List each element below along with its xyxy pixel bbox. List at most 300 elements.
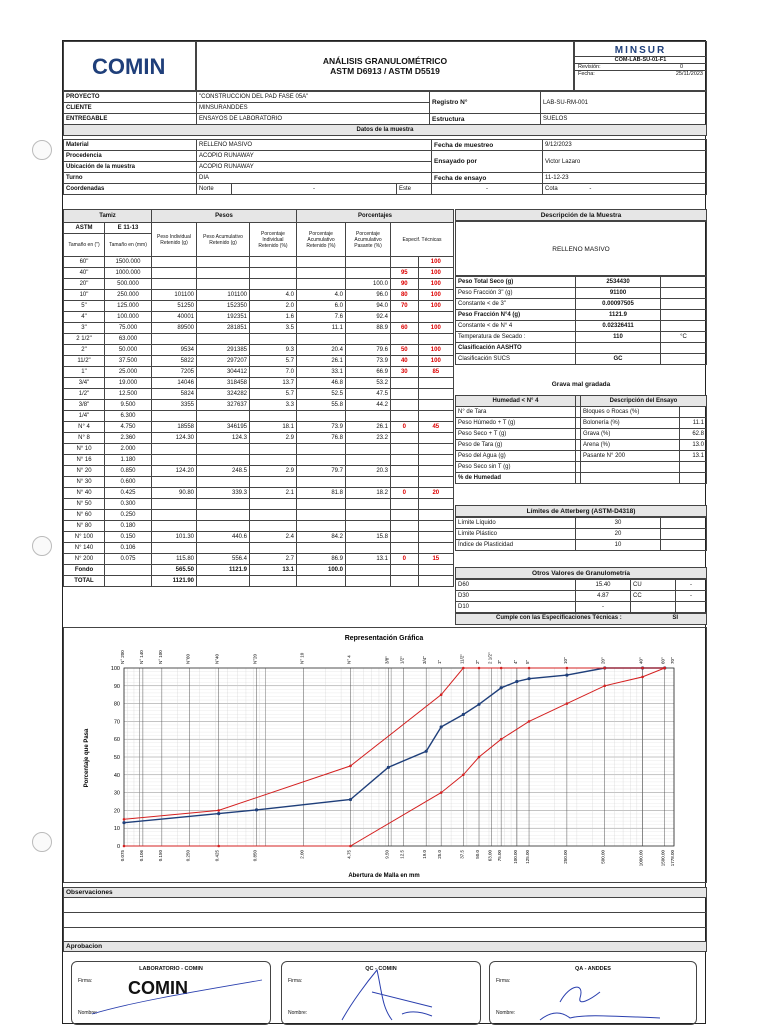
porc-individual — [250, 510, 297, 521]
tamiz-size: N° 20 — [64, 466, 105, 477]
tamiz-size: 11/2" — [64, 356, 105, 367]
y-tick-label: 70 — [113, 719, 120, 726]
ensayo-label: Bloques o Rocas (%) — [581, 407, 680, 418]
otros-value: 15.40 — [576, 580, 631, 591]
peso-acumulado — [197, 499, 250, 510]
table-row — [456, 451, 707, 462]
proyecto-value: "CONSTRUCCION DEL PAD FASE 05A" — [197, 92, 430, 103]
qa-signature-box — [489, 961, 697, 1025]
doc-title: ANÁLISIS GRANULOMÉTRICO — [322, 56, 448, 66]
observaciones-label: Observaciones — [64, 888, 706, 898]
porc-acumulado: 100.0 — [297, 565, 346, 576]
spec-min: 30 — [391, 367, 419, 378]
porc-pasante — [346, 576, 391, 587]
humedad-label: Peso del Agua (g) — [456, 451, 576, 462]
peso-individual — [152, 411, 197, 422]
table-row — [64, 576, 454, 587]
table-row — [456, 540, 707, 551]
tamiz-size: N° 60 — [64, 510, 105, 521]
porc-individual: 1.6 — [250, 312, 297, 323]
desc-unit — [661, 299, 707, 310]
y-tick-label: 100 — [110, 666, 120, 672]
humedad-label: Peso Húmedo + T (g) — [456, 418, 576, 429]
spec-min — [391, 521, 419, 532]
tamiz-mm: 0.300 — [105, 499, 152, 510]
porc-individual: 13.7 — [250, 378, 297, 389]
spec-min: 70 — [391, 301, 419, 312]
peso-acumulado: 440.6 — [197, 532, 250, 543]
desc-label: Constante < de N° 4 — [456, 321, 576, 332]
porc-individual: 2.4 — [250, 532, 297, 543]
porc-pasante — [346, 444, 391, 455]
peso-individual: 5824 — [152, 389, 197, 400]
table-row — [64, 356, 454, 367]
proyecto-label: PROYECTO — [64, 92, 197, 103]
bottom-tick-label: 4.75 — [346, 850, 352, 859]
binder-hole — [32, 536, 52, 556]
table-row — [456, 473, 707, 484]
pesos-header: Pesos — [152, 210, 297, 223]
spec-max — [418, 543, 453, 554]
spec-max: 20 — [418, 488, 453, 499]
spec-max: 100 — [418, 268, 453, 279]
tamiz-size: 20" — [64, 279, 105, 290]
tamiz-mm: 1.180 — [105, 455, 152, 466]
tamiz-mm: 19.000 — [105, 378, 152, 389]
tamiz-mm — [105, 576, 152, 587]
data-point — [603, 685, 606, 688]
peso-individual — [152, 257, 197, 268]
tamiz-size: 10" — [64, 290, 105, 301]
table-row — [64, 565, 454, 576]
ensayo-empty — [581, 462, 680, 473]
porc-individual — [250, 411, 297, 422]
data-point — [500, 667, 503, 670]
peso-individual: 101.30 — [152, 532, 197, 543]
table-row — [64, 510, 454, 521]
ensayo-label: Bolonería (%) — [581, 418, 680, 429]
table-row — [64, 532, 454, 543]
estructura-value: SUELOS — [541, 114, 707, 125]
top-tick-label: 3/8" — [384, 656, 390, 664]
desc-unit — [661, 343, 707, 354]
table-row — [64, 301, 454, 312]
data-point — [217, 809, 220, 812]
table-row — [64, 334, 454, 345]
bottom-tick-label: 0.075 — [120, 850, 125, 862]
porc-acumulado: 52.5 — [297, 389, 346, 400]
otros-key2: CC — [631, 591, 676, 602]
peso-acumulado — [197, 510, 250, 521]
cumple-row — [455, 613, 707, 625]
peso-individual — [152, 279, 197, 290]
porc-pasante: 73.9 — [346, 356, 391, 367]
tamiz-size: TOTAL — [64, 576, 105, 587]
peso-acumulado — [197, 268, 250, 279]
table-row — [64, 367, 454, 378]
fecha-muestreo-value: 9/12/2023 — [543, 140, 707, 151]
norte-label: Norte — [197, 184, 232, 195]
data-point — [565, 674, 568, 677]
list-item — [456, 321, 707, 332]
desc-value: 1121.9 — [576, 310, 661, 321]
porc-acumulado — [297, 510, 346, 521]
spec-min — [391, 378, 419, 389]
tamano-pulg-header: Tamaño en (") — [64, 234, 105, 257]
otros-value2 — [676, 602, 707, 613]
porc-individual: 7.0 — [250, 367, 297, 378]
porc-individual: 2.9 — [250, 466, 297, 477]
top-tick-label: 3" — [497, 659, 503, 664]
table-row — [64, 554, 454, 565]
top-tick-label: 4" — [512, 659, 518, 664]
tamiz-size: 40" — [64, 268, 105, 279]
cumple-label: Cumple con las Especificaciones Técnicas : — [496, 615, 622, 621]
peso-acumulado — [197, 411, 250, 422]
porc-acumulado — [297, 257, 346, 268]
data-point — [123, 818, 126, 821]
table-row — [64, 543, 454, 554]
tamiz-mm: 0.150 — [105, 532, 152, 543]
porc-acumulado — [297, 576, 346, 587]
tamiz-size: 3/4" — [64, 378, 105, 389]
spec-max — [418, 466, 453, 477]
list-item — [456, 354, 707, 365]
porc-acumulado — [297, 411, 346, 422]
meta-cell — [574, 41, 707, 91]
table-row — [64, 488, 454, 499]
descripcion-ensayo-title: Descripción del Ensayo — [581, 396, 707, 407]
table-row — [64, 268, 454, 279]
spec-min — [391, 444, 419, 455]
porc-individual — [250, 455, 297, 466]
desc-label: Clasificación SUCS — [456, 354, 576, 365]
data-point — [663, 667, 666, 670]
tamiz-size: N° 16 — [64, 455, 105, 466]
series-line-0 — [124, 668, 665, 823]
ensayo-label: Grava (%) — [581, 429, 680, 440]
peso-acumulado: 556.4 — [197, 554, 250, 565]
porc-acumulado: 20.4 — [297, 345, 346, 356]
spec-max — [418, 510, 453, 521]
tamiz-mm: 75.000 — [105, 323, 152, 334]
tamiz-mm: 2.360 — [105, 433, 152, 444]
peso-individual: 51250 — [152, 301, 197, 312]
tamiz-mm: 1500.000 — [105, 257, 152, 268]
atterberg-label: Límite Plástico — [456, 529, 576, 540]
peso-individual: 124.30 — [152, 433, 197, 444]
ensayado-label: Ensayado por — [432, 151, 543, 173]
tamiz-mm: 0.850 — [105, 466, 152, 477]
atterberg-empty — [661, 529, 707, 540]
project-info-table — [63, 91, 707, 136]
spec-max — [418, 532, 453, 543]
porc-pasante: 47.5 — [346, 389, 391, 400]
porc-pasante — [346, 565, 391, 576]
spec-max — [418, 400, 453, 411]
peso-individual — [152, 510, 197, 521]
porc-individual — [250, 268, 297, 279]
top-tick-label: 1/2" — [399, 656, 405, 664]
porcentajes-header: Porcentajes — [297, 210, 454, 223]
porc-individual: 9.3 — [250, 345, 297, 356]
bottom-tick-label: 1778.00 — [670, 850, 675, 867]
top-tick-label: 20" — [600, 657, 606, 664]
tamiz-size: 1/2" — [64, 389, 105, 400]
spec-min: 60 — [391, 323, 419, 334]
peso-individual: 124.20 — [152, 466, 197, 477]
desc-value: 2534430 — [576, 277, 661, 288]
ensayo-label: Pasante N° 200 — [581, 451, 680, 462]
aprobacion-label: Aprobacion — [63, 941, 707, 952]
porc-pasante: 18.2 — [346, 488, 391, 499]
table-row — [456, 529, 707, 540]
tamiz-mm: 50.000 — [105, 345, 152, 356]
porc-pasante — [346, 510, 391, 521]
lab-stamp-logo: COMIN — [128, 978, 188, 998]
peso-individual: 18558 — [152, 422, 197, 433]
porc-individual — [250, 257, 297, 268]
peso-acumulado: 346195 — [197, 422, 250, 433]
doc-subtitle: ASTM D6913 / ASTM D5519 — [330, 66, 440, 76]
data-point — [603, 667, 606, 670]
table-row — [64, 444, 454, 455]
porc-acumulado: 55.8 — [297, 400, 346, 411]
bottom-tick-label: 0.250 — [185, 850, 191, 862]
y-tick-label: 60 — [113, 737, 120, 744]
tamiz-size: Fondo — [64, 565, 105, 576]
spec-min: 0 — [391, 554, 419, 565]
ensayo-value — [680, 407, 707, 418]
peso-acumulado: 152350 — [197, 301, 250, 312]
bottom-tick-label: 12.5 — [399, 850, 405, 859]
spec-min: 90 — [391, 279, 419, 290]
humedad-label: Peso Seco sin T (g) — [456, 462, 576, 473]
table-row — [64, 290, 454, 301]
porc-pasante — [346, 521, 391, 532]
spec-min: 95 — [391, 268, 419, 279]
fecha-ensayo-label: Fecha de ensayo — [432, 173, 543, 184]
data-point — [440, 725, 443, 728]
table-row — [64, 279, 454, 290]
spec-max: 100 — [418, 323, 453, 334]
otros-key: D30 — [456, 591, 576, 602]
table-row — [64, 433, 454, 444]
porc-acumulado: 76.8 — [297, 433, 346, 444]
humedad-label: Peso Seco + T (g) — [456, 429, 576, 440]
bottom-tick-label: 63.00 — [487, 850, 493, 862]
material-value: RELLENO MASIVO — [197, 140, 432, 151]
list-item — [456, 332, 707, 343]
porc-acumulado — [297, 477, 346, 488]
datos-muestra-title: Datos de la muestra — [64, 125, 707, 136]
data-point — [477, 703, 480, 706]
bottom-tick-label: 75.00 — [497, 850, 503, 862]
ubicacion-value: ACOPIO RUNAWAY — [197, 162, 432, 173]
qa-title: QA - ANDDES — [575, 966, 611, 972]
y-tick-label: 50 — [113, 755, 120, 761]
tamiz-size: 3/8" — [64, 400, 105, 411]
data-point — [123, 845, 126, 848]
porc-individual: 2.1 — [250, 488, 297, 499]
porc-individual — [250, 543, 297, 554]
top-tick-label: 5" — [525, 659, 531, 664]
humedad-label: N° de Tara — [456, 407, 576, 418]
binder-hole — [32, 832, 52, 852]
tamiz-size: 60" — [64, 257, 105, 268]
table-row — [456, 602, 707, 613]
ensayo-label: Arena (%) — [581, 440, 680, 451]
peso-individual — [152, 477, 197, 488]
data-point — [566, 702, 569, 705]
comin-logo: COMIN — [92, 54, 166, 79]
spec-min — [391, 565, 419, 576]
data-point — [641, 676, 644, 679]
top-tick-label: N° 200 — [120, 650, 125, 664]
tamiz-size: N° 40 — [64, 488, 105, 499]
table-row — [64, 499, 454, 510]
spec-max — [418, 433, 453, 444]
data-point — [217, 812, 220, 815]
peso-acumulado: 1121.9 — [197, 565, 250, 576]
binder-hole — [32, 140, 52, 160]
porc-individual: 18.1 — [250, 422, 297, 433]
porc-acumulado: 7.6 — [297, 312, 346, 323]
spec-max — [418, 312, 453, 323]
tamiz-size: 4" — [64, 312, 105, 323]
tamiz-mm: 0.600 — [105, 477, 152, 488]
spec-max: 100 — [418, 345, 453, 356]
data-point — [528, 667, 531, 670]
spec-max — [418, 378, 453, 389]
porc-individual — [250, 477, 297, 488]
desc-unit — [661, 354, 707, 365]
spec-max — [418, 444, 453, 455]
especificaciones-header: Especif. Técnicas — [391, 223, 454, 257]
porc-pasante — [346, 543, 391, 554]
porc-pasante — [346, 334, 391, 345]
entregable-label: ENTREGABLE — [64, 114, 197, 125]
peso-acumulado: 327637 — [197, 400, 250, 411]
spec-max: 100 — [418, 279, 453, 290]
desc-label: Temperatura de Secado : — [456, 332, 576, 343]
porc-pasante — [346, 455, 391, 466]
otros-key: D10 — [456, 602, 576, 613]
atterberg-empty — [661, 540, 707, 551]
top-tick-label: 1" — [437, 659, 443, 664]
porc-acumulado — [297, 499, 346, 510]
cumple-value: SI — [672, 615, 678, 621]
bottom-tick-label: 125.00 — [525, 850, 531, 864]
porc-acumulado: 81.8 — [297, 488, 346, 499]
tamiz-mm: 0.180 — [105, 521, 152, 532]
otros-title: Otros Valores de Granulometría — [455, 567, 707, 579]
atterberg-label: Límite Líquido — [456, 518, 576, 529]
descripcion-table — [455, 276, 707, 365]
list-item — [456, 299, 707, 310]
spec-max — [418, 565, 453, 576]
peso-acumulado — [197, 521, 250, 532]
otros-table — [455, 579, 707, 613]
data-point — [349, 845, 352, 848]
atterberg-empty — [661, 518, 707, 529]
tamiz-mm: 37.500 — [105, 356, 152, 367]
table-row — [456, 580, 707, 591]
tamiz-size: N° 10 — [64, 444, 105, 455]
este-label: Este — [397, 184, 432, 195]
porc-acumulado — [297, 455, 346, 466]
y-tick-label: 10 — [113, 826, 120, 833]
spec-min — [391, 543, 419, 554]
tamiz-size: N° 140 — [64, 543, 105, 554]
peso-individual: 1121.90 — [152, 576, 197, 587]
porc-acumulado: 73.9 — [297, 422, 346, 433]
tamiz-size: N° 200 — [64, 554, 105, 565]
ensayo-value: 62.8 — [680, 429, 707, 440]
spec-max — [418, 576, 453, 587]
data-point — [641, 667, 644, 670]
peso-acumulado — [197, 444, 250, 455]
humedad-label: % de Humedad — [456, 473, 576, 484]
peso-individual: 40001 — [152, 312, 197, 323]
data-point — [566, 667, 569, 670]
desc-label: Peso Fracción N°4 (g) — [456, 310, 576, 321]
data-point — [217, 845, 220, 848]
desc-value: 91100 — [576, 288, 661, 299]
porc-pasante: 44.2 — [346, 400, 391, 411]
porc-acumulado — [297, 543, 346, 554]
peso-acumulado: 304412 — [197, 367, 250, 378]
bottom-tick-label: 500.00 — [600, 850, 606, 864]
tamano-mm-header: Tamaño en (mm) — [105, 234, 152, 257]
data-point — [349, 765, 352, 768]
spec-min: 40 — [391, 356, 419, 367]
peso-acumulado: 248.5 — [197, 466, 250, 477]
tamiz-header: Tamiz — [64, 210, 152, 223]
peso-acumulado: 318458 — [197, 378, 250, 389]
data-point — [478, 756, 481, 759]
tamiz-size: 5" — [64, 301, 105, 312]
tamiz-mm: 0.106 — [105, 543, 152, 554]
bottom-tick-label: 100.00 — [512, 850, 518, 864]
tamiz-mm: 0.075 — [105, 554, 152, 565]
desc-value: 0.00097505 — [576, 299, 661, 310]
porc-individual — [250, 279, 297, 290]
porc-individual: 2.9 — [250, 433, 297, 444]
spec-max: 100 — [418, 356, 453, 367]
porc-pasante — [346, 268, 391, 279]
spec-max — [418, 334, 453, 345]
peso-acumulado: 101100 — [197, 290, 250, 301]
data-point — [528, 720, 531, 723]
otros-value2: - — [676, 580, 707, 591]
lab-firma-label: Firma: — [78, 978, 93, 984]
humedad-table — [455, 395, 707, 484]
peso-acumulado — [197, 334, 250, 345]
spec-max — [418, 411, 453, 422]
date-value: 25/11/2023 — [675, 71, 703, 77]
peso-individual: 14046 — [152, 378, 197, 389]
desc-value: 0.02326411 — [576, 321, 661, 332]
porc-individual: 13.1 — [250, 565, 297, 576]
ensayo-empty — [680, 473, 707, 484]
porc-individual: 3.5 — [250, 323, 297, 334]
spec-min — [391, 411, 419, 422]
otros-value2: - — [676, 591, 707, 602]
list-item — [456, 277, 707, 288]
report-sheet — [62, 40, 706, 1024]
table-row — [456, 407, 707, 418]
